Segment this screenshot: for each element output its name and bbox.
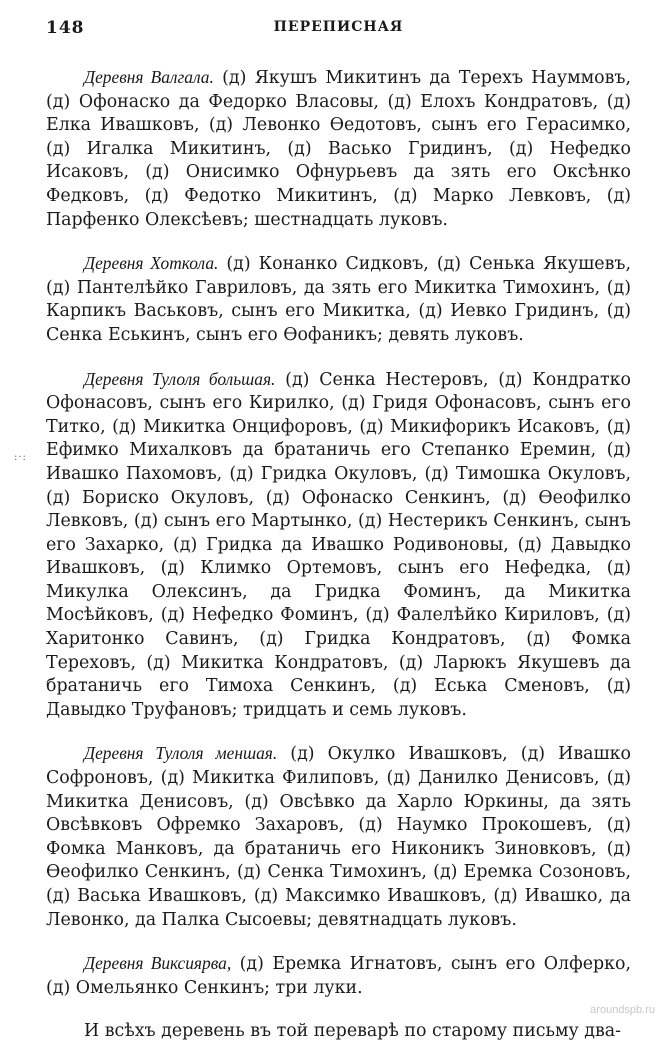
village-entry-khotkola <box>46 252 631 347</box>
header-title: ПЕРЕПИСНАЯ <box>273 19 404 35</box>
village-household-list: (д) Конанко Сидковъ, (д) Сенька Якушевъ, (д) Пантелѣйко Гавриловъ, да зять его Микитка Тимохинъ, (д) Карпикъ Васьковъ, сынъ его Микитка, (д) Иевко Гридинъ, (д) Сенка Еськинъ, сынъ его Ѳофаникъ; девять луковъ. <box>46 254 631 345</box>
village-entry-tulolya-menshaya <box>46 742 631 932</box>
village-household-list: (д) Якушъ Микитинъ да Терехъ Науммовъ, (д) Офонаско да Федорко Власовы, (д) Елохъ Кондратовъ, (д) Елка Ивашковъ, (д) Левонко Ѳедотовъ, сынъ его Герасимко, (д) Игалка Микитинъ, (д) Васько Гридинъ, (д) Нефедко Исаковъ, (д) Онисимко Офнурьевъ да зять его Оксѣнко Федковъ, (д) Федотко Микитинъ, (д) Марко Левковъ, (д) Парфенко Олексѣевъ; шестнадцать луковъ. <box>46 68 631 230</box>
margin-mark: :·: <box>14 452 27 463</box>
page-number: 148 <box>46 18 85 38</box>
village-name: Деревня Валгала. <box>84 67 214 87</box>
village-household-list: (д) Окулко Ивашковъ, (д) Ивашко Софроновъ, (д) Микитка Филиповъ, (д) Данилко Денисовъ, (д) Микитка Денисовъ, (д) Овсѣвко да Харло Юркины, да зять Овсѣвковъ Офремко Захаровъ, (д) Наумко Прокошевъ, (д) Фомка Манковъ, да братаничь его Никоникъ Зиновковъ, (д) Ѳеофилко Сенкинъ, (д) Сенка Тимохинъ, (д) Еремка Созоновъ, (д) Васька Ивашковъ, (д) Максимко Ивашковъ, (д) Ивашко, да Левонко, да Палка Сысоевы; девятнадцать луковъ. <box>46 744 631 930</box>
village-name: Деревня Тулоля меншая. <box>84 743 278 764</box>
watermark: aroundspb.ru <box>590 1004 655 1016</box>
village-name: Деревня Хоткола. <box>84 253 219 274</box>
village-name: Деревня Тулоля большая. <box>84 368 276 389</box>
running-head <box>46 18 631 48</box>
village-household-list: (д) Сенка Нестеровъ, (д) Кондратко Офонасовъ, сынъ его Кирилко, (д) Гридя Офонасовъ, сынъ его Титко, (д) Микитка Онцифоровъ, (д) Микифорикъ Исаковъ, (д) Ефимко Михалковъ да братаничь его Степанко Еремин, (д) Ивашко Пахомовъ, (д) Гридка Окуловъ, (д) Тимошка Окуловъ, (д) Бориско Окуловъ, (д) Офонаско Сенкинъ, (д) Ѳеофилко Левковъ, (д) сынъ его Мартынко, (д) Нестерикъ Сенкинъ, сынъ его Захарко, (д) Гридка да Ивашко Родивоновы, (д) Давыдко Ивашковъ, (д) Климко Ортемовъ, сынъ его Нефедка, (д) Микулка Олексинъ, да Гридка Фоминъ, да Микитка Мосѣйковъ, (д) Нефедко Фоминъ, (д) Фалелѣйко Кириловъ, (д) Харитонко Савинъ, (д) Гридка Кондратовъ, (д) Фомка Тереховъ, (д) Микитка Кондратовъ, (д) Ларюкъ Якушевъ да братаничь его Тимоха Сенкинъ, (д) Еська Сменовъ, (д) Давыдко Труфановъ; тридцать и семь луковъ. <box>46 369 632 720</box>
village-entry-valgala <box>46 66 631 232</box>
village-entry-tulolya-bolshaya <box>46 368 631 723</box>
village-household-list: (д) Еремка Игнатовъ, сынъ его Олферко, (д) Омельянко Сенкинъ; три луки. <box>46 954 632 998</box>
closing-line: И всѣхъ деревень въ той переварѣ по старому письму два- <box>84 1021 622 1042</box>
village-entry-viksiyarva <box>46 952 631 1000</box>
village-name: Деревня Виксиярва, <box>84 953 232 974</box>
